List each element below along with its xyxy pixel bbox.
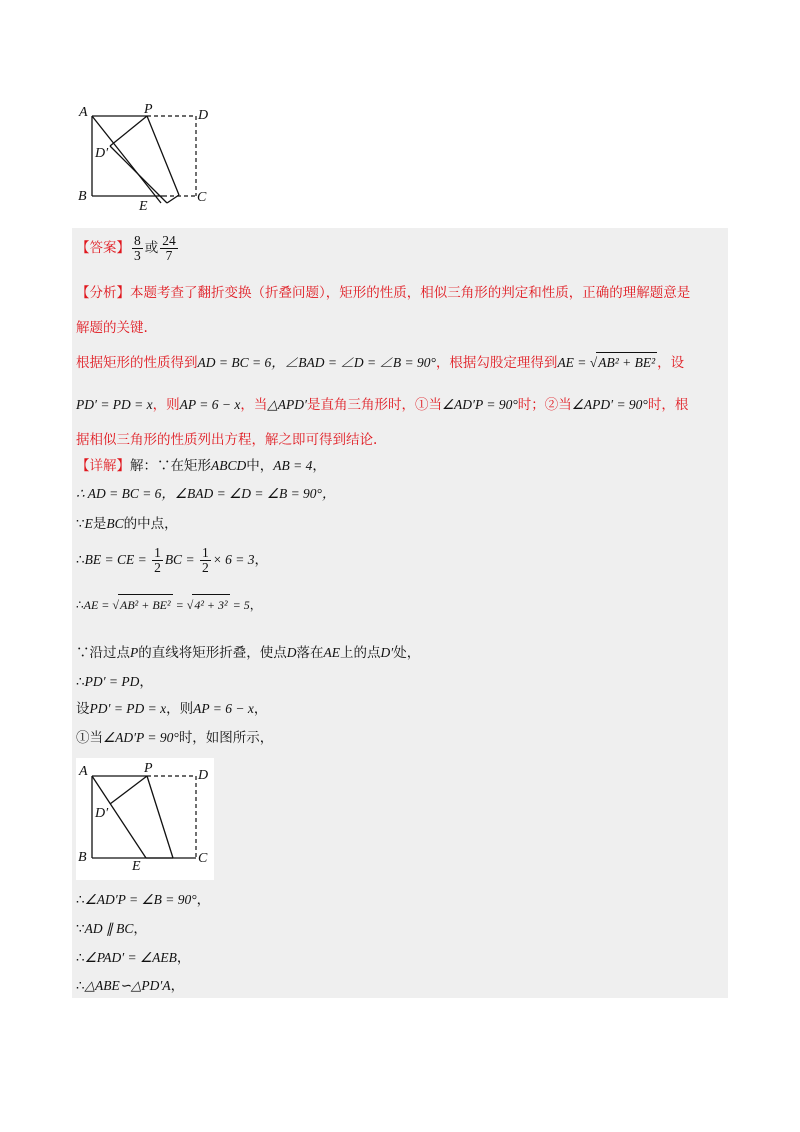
detail-frac-4b-den: 2 (201, 560, 209, 575)
label-d-prime-2: D′ (95, 806, 109, 821)
detail-text-11a: ∵ (76, 921, 85, 937)
detail-text-5a: ∴ (76, 598, 84, 612)
detail-frac-4a-num: 1 (154, 545, 161, 560)
detail-text-11b: ， (133, 921, 147, 937)
detail-text-3c: 的中点， (123, 516, 178, 532)
detail-text-6d: 上的点 (340, 645, 381, 661)
analysis-math-4b: AP = 6 − x (179, 397, 241, 412)
detail-math-12: ∠PAD′ = ∠AEB (84, 950, 177, 965)
detail-math-11: AD ∥ BC (84, 921, 134, 936)
answer-frac2-num: 24 (162, 233, 176, 248)
detail-math-13: △ABE∽△PD′A (84, 978, 171, 993)
detail-sqrt-5a: AB² + BE² (118, 594, 173, 615)
detail-text-1c: ， (312, 458, 326, 474)
analysis-text-4c: 是直角三角形时，①当 (306, 397, 442, 413)
detail-text-6c: 落在 (296, 645, 324, 661)
analysis-text-4d: 时；②当 (517, 397, 572, 413)
detail-math-3b: BC (106, 516, 124, 531)
detail-math-7: PD′ = PD (84, 674, 140, 689)
label-d-prime: D′ (95, 146, 109, 161)
detail-math-1b: AB = 4 (273, 458, 313, 473)
detail-line-6 (76, 643, 420, 663)
detail-math-5b: = (172, 598, 187, 612)
analysis-text-4e: 时，根 (647, 397, 689, 413)
detail-math-3a: E (84, 516, 93, 531)
figure-2 (76, 758, 214, 880)
detail-text-10b: ， (196, 892, 211, 908)
detail-line-13 (76, 976, 184, 996)
analysis-math-4c: △APD′ (267, 397, 307, 412)
analysis-sqrt-3: AB² + BE² (596, 352, 657, 373)
detail-text-7b: ， (139, 674, 153, 690)
detail-text-12b: ， (176, 950, 191, 966)
detail-line-5: ∴AE = √AB² + BE² = √4² + 3² = 5， (76, 594, 262, 615)
detail-math-2: ∴ AD = BC = 6，∠BAD = ∠D = ∠B = 90°， (76, 486, 336, 501)
analysis-text-4a: ，则 (152, 397, 180, 413)
answer-fraction-2 (160, 234, 178, 263)
detail-math-8b: AP = 6 − x (193, 701, 254, 716)
detail-line-12 (76, 948, 190, 968)
detail-line-2 (76, 484, 335, 504)
analysis-line-4 (76, 395, 688, 415)
detail-text-6a: ∵沿过点 (76, 645, 130, 661)
detail-text-8b: ，则 (166, 701, 194, 717)
detail-text-3a: ∵ (76, 516, 85, 532)
detail-math-6d: D′ (380, 645, 394, 660)
detail-text-3b: 是 (92, 516, 107, 532)
detail-math-6c: AE (323, 645, 340, 660)
answer-or: 或 (144, 240, 159, 256)
detail-line-9 (76, 728, 273, 748)
detail-math-4a: BE = CE = (84, 552, 151, 567)
answer-frac1-num: 8 (134, 233, 141, 248)
answer-line (76, 230, 180, 266)
detail-math-9: ∠AD′P = 90° (103, 730, 179, 745)
detail-text-7a: ∴ (76, 674, 85, 690)
analysis-math-4a: PD′ = PD = x (76, 397, 153, 412)
detail-text-4b: ， (254, 552, 269, 568)
detail-text-13a: ∴ (76, 978, 85, 994)
figure-1-diagram (76, 100, 226, 215)
detail-text-13b: ， (170, 978, 185, 994)
detail-frac-4b-num: 1 (201, 545, 209, 560)
answer-fraction-1 (132, 234, 143, 263)
detail-frac-4a-den: 2 (154, 560, 161, 575)
detail-math-6a: P (130, 645, 139, 660)
analysis-line-1 (76, 283, 690, 303)
label-a-2: A (79, 764, 88, 779)
label-b-2: B (78, 850, 87, 865)
analysis-text-3b: ，根据勾股定理得到 (435, 355, 558, 371)
detail-fraction-4b (200, 546, 211, 575)
analysis-text-3c: ，设 (657, 355, 685, 371)
detail-text-6e: 处， (393, 645, 421, 661)
label-p-2: P (144, 761, 153, 776)
analysis-math-4d: ∠AD′P = 90° (441, 397, 518, 412)
detail-math-8a: PD′ = PD = x (89, 701, 167, 716)
analysis-text-3a: 根据矩形的性质得到 (76, 355, 198, 371)
detail-math-5a: AE = (83, 598, 113, 612)
analysis-tag: 【分析】 (76, 285, 130, 301)
detail-text-1a: 解：∵在矩形 (130, 458, 211, 474)
detail-text-1b: 中， (246, 458, 274, 474)
detail-text-5b: ， (249, 598, 262, 612)
label-c: C (197, 190, 207, 205)
detail-fraction-4a (152, 546, 163, 575)
figure-1 (76, 100, 226, 215)
analysis-math-4e: ∠APD′ = 90° (571, 397, 648, 412)
analysis-line-3: 根据矩形的性质得到AD = BC = 6，∠BAD = ∠D = ∠B = 90°，根据勾股定理得到AE = √AB² + BE² ，设 (76, 352, 684, 373)
label-d: D (198, 108, 209, 123)
answer-frac1-den: 3 (134, 248, 141, 263)
label-e: E (139, 199, 148, 214)
detail-tag: 【详解】 (76, 458, 130, 474)
label-b: B (78, 189, 87, 204)
detail-text-10a: ∴ (76, 892, 85, 908)
analysis-math-3a: AD = BC = 6，∠BAD = ∠D = ∠B = 90° (197, 355, 436, 370)
figure-2-diagram (76, 758, 214, 880)
detail-math-5c: = 5 (229, 598, 250, 612)
label-d-2: D (198, 768, 209, 783)
label-p: P (144, 102, 153, 117)
detail-text-9b: 时，如图所示， (178, 730, 274, 746)
detail-text-12a: ∴ (76, 950, 85, 966)
detail-math-6b: D (286, 645, 297, 660)
label-e-2: E (132, 859, 141, 874)
analysis-text-4b: ，当 (240, 397, 268, 413)
detail-text-6b: 的直线将矩形折叠，使点 (138, 645, 287, 661)
detail-text-4a: ∴ (76, 552, 85, 568)
answer-tag: 【答案】 (76, 240, 130, 256)
detail-text-8a: 设 (76, 701, 90, 717)
detail-line-10 (76, 890, 210, 910)
analysis-line-5: 据相似三角形的性质列出方程，解之即可得到结论. (76, 432, 378, 448)
analysis-line-2: 解题的关键. (76, 320, 148, 336)
detail-text-9a: ①当 (76, 730, 103, 746)
detail-line-1 (76, 456, 326, 476)
detail-math-4b: BC = (164, 552, 198, 567)
detail-math-4c: × 6 = 3 (212, 552, 255, 567)
detail-line-11 (76, 919, 147, 939)
detail-sqrt-5b: 4² + 3² (192, 594, 229, 615)
label-c-2: C (198, 851, 208, 866)
detail-math-1a: ABCD (211, 458, 247, 473)
label-a: A (79, 105, 88, 120)
answer-frac2-den: 7 (165, 248, 173, 263)
analysis-math-3b: AE = (557, 355, 590, 370)
detail-line-4 (76, 542, 268, 578)
detail-line-3 (76, 514, 178, 534)
detail-line-8 (76, 699, 267, 719)
detail-line-7 (76, 672, 153, 692)
detail-text-8c: ， (253, 701, 268, 717)
analysis-text-1: 本题考查了翻折变换（折叠问题），矩形的性质，相似三角形的判定和性质，正确的理解题意是 (130, 285, 691, 301)
detail-math-10: ∠AD′P = ∠B = 90° (84, 892, 197, 907)
